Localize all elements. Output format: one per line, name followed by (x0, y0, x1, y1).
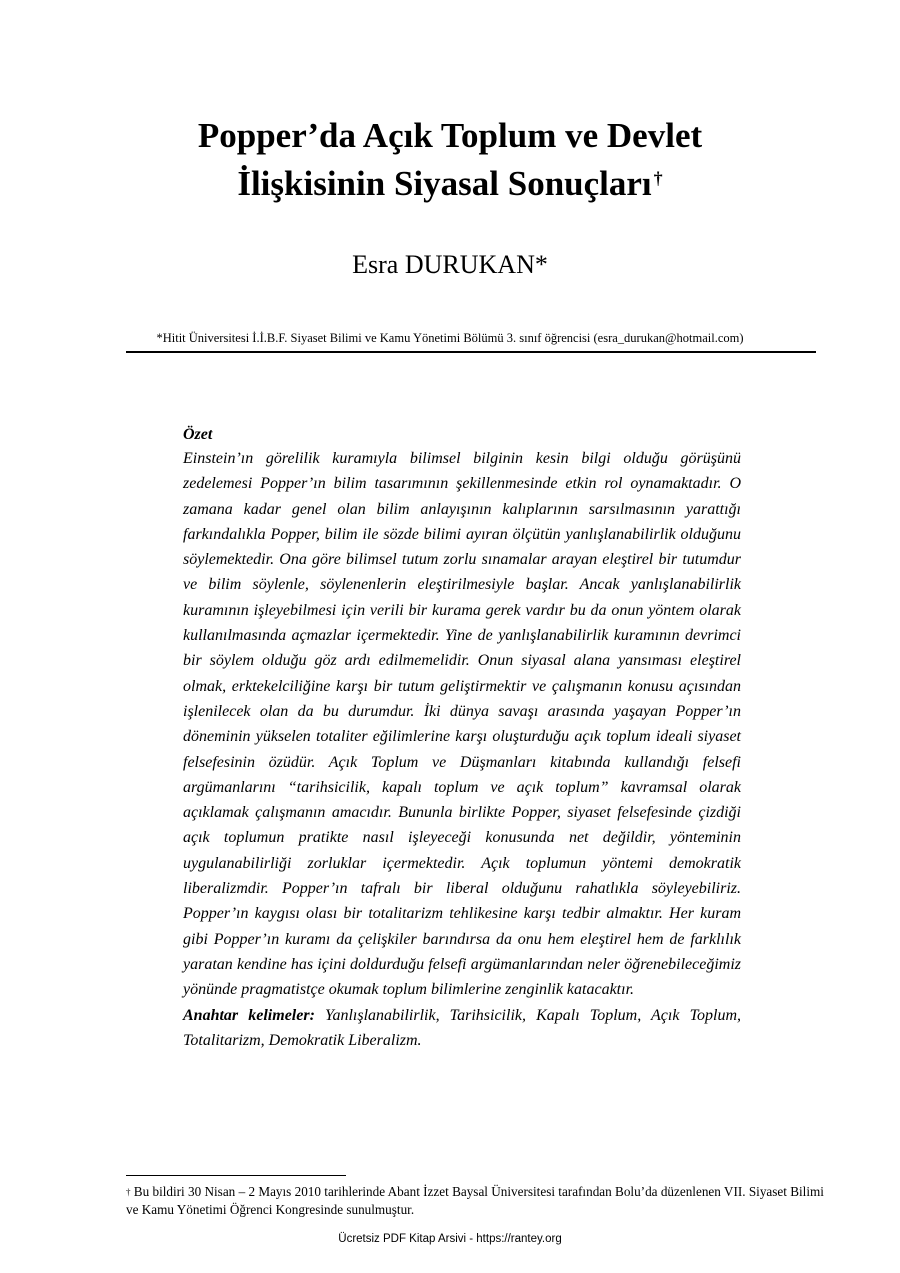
header-rule (126, 351, 816, 353)
author-affiliation: *Hitit Üniversitesi İ.İ.B.F. Siyaset Bilimi ve Kamu Yönetimi Bölümü 3. sınıf öğrencisi (esra_durukan@hotmail.com) (156, 331, 744, 345)
title-line-2 (0, 160, 900, 208)
footnote-mark: † (126, 1187, 131, 1197)
keywords-paragraph (183, 1003, 741, 1054)
paper-title (0, 112, 900, 208)
footnote (126, 1183, 826, 1219)
footnote-rule (126, 1175, 346, 1176)
keywords-list: Yanlışlanabilirlik, Tarihsicilik, Kapalı Toplum, Açık Toplum, Totalitarizm, Demokratik Liberalizm. (183, 1006, 742, 1049)
author-name: Esra DURUKAN* (352, 250, 548, 279)
title-line-2-text: İlişkisinin Siyasal Sonuçları (237, 164, 652, 203)
keywords-label: Anahtar kelimeler: (183, 1006, 315, 1024)
footnote-text: Bu bildiri 30 Nisan – 2 Mayıs 2010 tarihlerinde Abant İzzet Baysal Üniversitesi tarafından Bolu’da düzenlenen VII. Siyaset Bilimi ve Kamu Yönetimi Öğrenci Kongresinde sunulmuştur. (126, 1184, 824, 1217)
abstract-section (183, 424, 741, 1053)
abstract-body: Einstein’ın görelilik kuramıyla bilimsel bilginin kesin bilgi olduğu görüşünü zedelemesi Popper’ın bilim tasarımının şekillenmesinde etkin rol oynamaktadır. O zamana kadar genel olan bilim anlayışının kalıplarının sarsılmasının yarattığı farkındalıkla Popper, bilim ile sözde bilimi ayıran ölçütün yanlışlanabilirlik olduğunu söylemektedir. Ona göre bilimsel tutum zorlu sınamalar arayan eleştirel bir tutumdur ve bilim söylenle, söylenenlerin eleştirilmesiyle başlar. Ancak yanlışlanabilirlik kuramının işleyebilmesi için verili bir kurama gerek vardır bu da onun yöntem olarak kullanılmasında açmazlar içermektedir. Yine de yanlışlanabilirlik kuramının devrimci bir söylem olduğu göz ardı edilmemelidir. Onun siyasal alana yansıması eleştirel olmak, erktekelciliğine karşı bir tutum geliştirmektir ve çalışmanın konusu açısından işlenilecek olan da bu durumdur. İki dünya savaşı arasında yaşayan Popper’ın döneminin yükselen totaliter eğilimlerine karşı oluşturduğu açık toplum ideali siyaset felsefesinin özüdür. Açık Toplum ve Düşmanları kitabında kullandığı felsefi argümanlarını “tarihsicilik, kapalı toplum ve açık toplum” kavramsal olarak açıklamak çalışmanın amacıdır. Bununla birlikte Popper, siyaset felsefesinde çizdiği açık toplumun pratikte nasıl işleyeceği konusunda net değildir, yönteminin uygulanabilirliği zorluklar içermektedir. Açık toplumun yöntemi demokratik liberalizmdir. Popper’ın tafralı bir liberal olduğunu rahatlıkla söyleyebiliriz. Popper’ın kaygısı olası bir totalitarizm tehlikesine karşı tedbir almaktır. Her kuram gibi Popper’ın kuramı da çelişkiler barındırsa da onu hem eleştirel hem de farklılık yaratan kendine has içini doldurduğu felsefi argümanlarından neler öğrenebileceğimiz yönünde pragmatistçe okumak toplum bilimlerine zenginlik katacaktır. (183, 450, 741, 999)
abstract-heading: Özet (183, 426, 213, 443)
source-line: Ücretsiz PDF Kitap Arsivi - https://rantey.org (338, 1233, 562, 1245)
title-line-1: Popper’da Açık Toplum ve Devlet (197, 116, 703, 155)
title-footnote-mark: † (653, 168, 663, 188)
